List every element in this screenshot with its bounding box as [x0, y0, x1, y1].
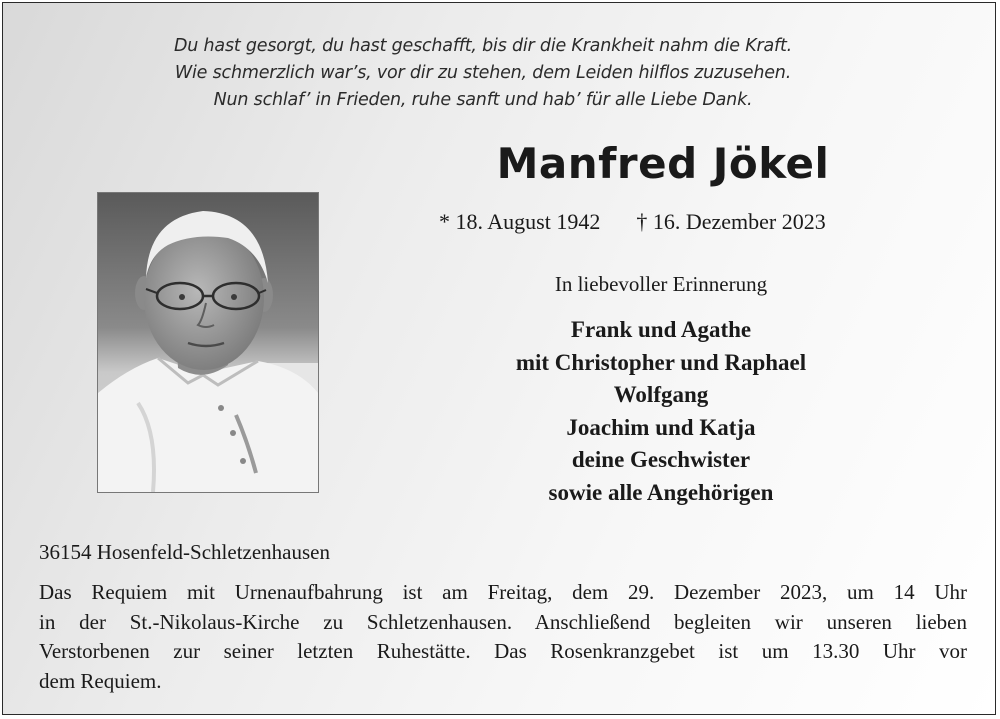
portrait-photo — [97, 192, 319, 493]
poem-line: Nun schlaf’ in Frieden, ruhe sanft und hab’ für alle Liebe Dank. — [213, 90, 753, 110]
mourner-line: deine Geschwister — [571, 447, 751, 472]
death-date: † 16. Dezember 2023 — [636, 209, 826, 234]
deceased-name: Manfred Jökel — [496, 139, 830, 188]
mourner-line: Joachim und Katja — [566, 414, 756, 440]
memory-line: In liebevoller Erinnerung — [554, 272, 768, 296]
mourner-line: sowie alle Angehörigen — [548, 479, 774, 505]
poem-line: Du hast gesorgt, du hast geschafft, bis dir die Krankheit nahm die Kraft. — [174, 36, 792, 56]
poem — [3, 33, 963, 114]
obituary-card — [2, 2, 996, 715]
mourner-line: mit Christopher und Raphael — [515, 349, 807, 375]
mourner-line: Frank und Agathe — [570, 317, 752, 342]
notice-line: in der St.-Nikolaus-Kirche zu Schletzenhausen. Anschließend begleiten wir unseren lieben — [39, 609, 967, 634]
birth-date: * 18. August 1942 — [439, 209, 601, 234]
residence: 36154 Hosenfeld-Schletzenhausen — [39, 540, 330, 564]
life-dates — [439, 209, 899, 235]
notice-line: dem Requiem. — [39, 668, 162, 693]
notice-line: Verstorbenen zur seiner letzten Ruhestätte. Das Rosenkranzgebet ist um 13.30 Uhr vor — [39, 639, 967, 663]
mourners-list — [461, 314, 861, 509]
portrait-icon — [98, 193, 318, 492]
mourner-line: Wolfgang — [613, 382, 709, 407]
poem-line: Wie schmerzlich war’s, vor dir zu stehen, dem Leiden hilflos zuzusehen. — [174, 63, 792, 83]
notice-line: Das Requiem mit Urnenaufbahrung ist am Freitag, dem 29. Dezember 2023, um 14 Uhr — [39, 580, 967, 604]
service-notice — [39, 578, 967, 696]
